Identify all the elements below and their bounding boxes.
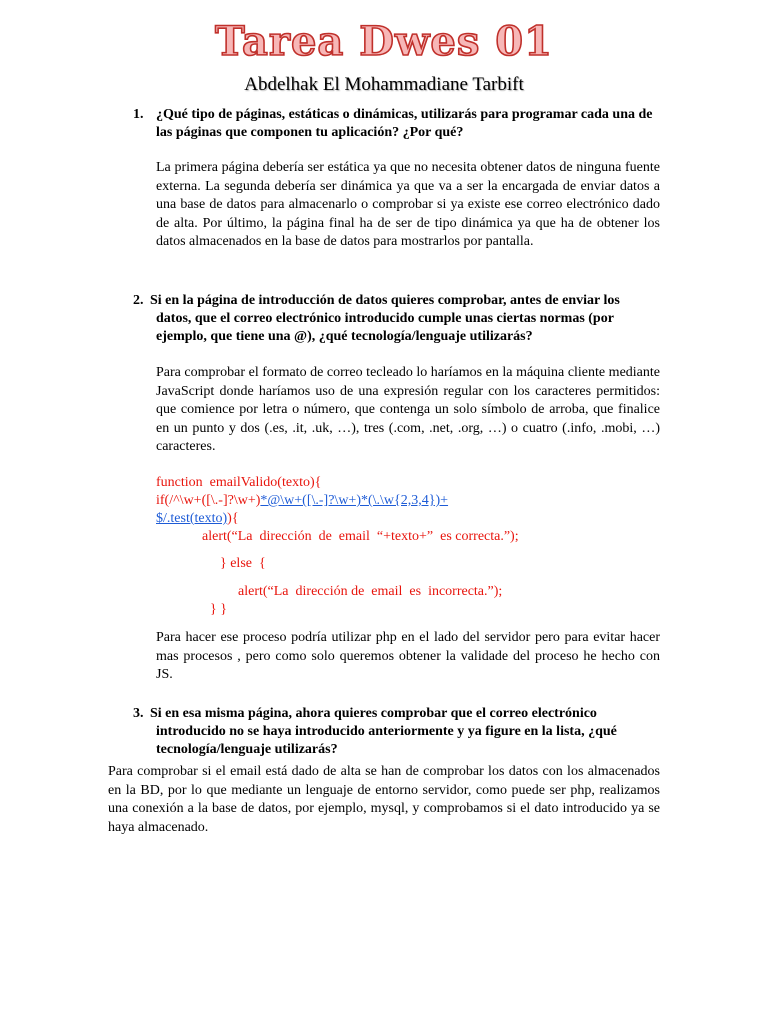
code-line-3 [156, 510, 239, 528]
answer-2-followup: Para hacer ese proceso podría utilizar php en el lado del servidor pero para evitar hacer mas procesos , pero como solo queremos obtener la validade del proceso he hecho con JS. [156, 630, 660, 682]
code-regex-part-1: if(/^\w+([\.-]?\w+) [156, 493, 261, 508]
question-1 [133, 106, 659, 142]
code-brace-open: ){ [227, 511, 239, 526]
code-line-4: alert(“La dirección de email “+texto+” es correcta.”); [202, 529, 519, 544]
answer-2: Para comprobar el formato de correo tecleado lo haríamos en la máquina cliente mediante JavaScript donde haríamos uso de una expresión regular con los caracteres permitidos: que comience por letra o número, que contenga un solo símbolo de arroba, que finalice en un punto y dos (.es, .it, .uk, …), tres (.com, .net, .org, …) o cuatro (.info, .mobi, …) caracteres. [156, 365, 660, 454]
question-3-number: 3. [133, 706, 144, 721]
question-3-text: Si en esa misma página, ahora quieres comprobar que el correo electrónico introducido no se haya introducido anteriormente y ya figure en la lista, ¿qué tecnología/lenguaje utilizarás? [150, 706, 617, 757]
question-2-text: Si en la página de introducción de datos quieres comprobar, antes de enviar los datos, que el correo electrónico introducido cumple unas ciertas normas (por ejemplo, que tiene una @), ¿qué tecnología/lenguaje utilizarás? [150, 293, 620, 344]
answer-3: Para comprobar si el email está dado de alta se han de comprobar los datos con los almacenados en la BD, por lo que mediante un lenguaje de entorno servidor, como puede ser php, realizamos una conexión a la base de datos, por ejemplo, mysql, y comprobamos si el dato introducido ya se haya almacenado. [108, 764, 660, 835]
question-2 [133, 292, 655, 346]
answer-1: La primera página debería ser estática ya que no necesita obtener datos de ninguna fuente externa. La segunda debería ser dinámica ya que va a ser la encargada de enviar datos a una base de datos para almacenarlo o comprobar si ya existe ese correo electrónico dado de alta. Por último, la página final ha de ser de tipo dinámica ya que ha de obtener los datos almacenados en la base de datos para mostrarlos por pantalla. [156, 160, 660, 249]
question-1-number: 1. [133, 107, 144, 122]
document-title: Tarea Dwes 01 [215, 18, 553, 65]
code-line-6: alert(“La dirección de email es incorrecta.”); [238, 584, 503, 599]
code-line-7: } } [210, 602, 227, 617]
question-3 [133, 705, 655, 759]
question-1-text: ¿Qué tipo de páginas, estáticas o dinámicas, utilizarás para programar cada una de las páginas que componen tu aplicación? ¿Por qué? [156, 107, 653, 140]
code-line-1: function emailValido(texto){ [156, 475, 322, 490]
author-name: Abdelhak El Mohammadiane Tarbift [244, 74, 524, 95]
code-regex-link-1[interactable]: *@\w+([\.-]?\w+)*(\.\w{2,3,4})+ [260, 493, 449, 508]
code-regex-link-2[interactable]: $/.test(texto) [156, 511, 228, 526]
code-line-2 [156, 492, 448, 510]
question-2-number: 2. [133, 293, 144, 308]
code-line-5: } else { [220, 556, 266, 571]
